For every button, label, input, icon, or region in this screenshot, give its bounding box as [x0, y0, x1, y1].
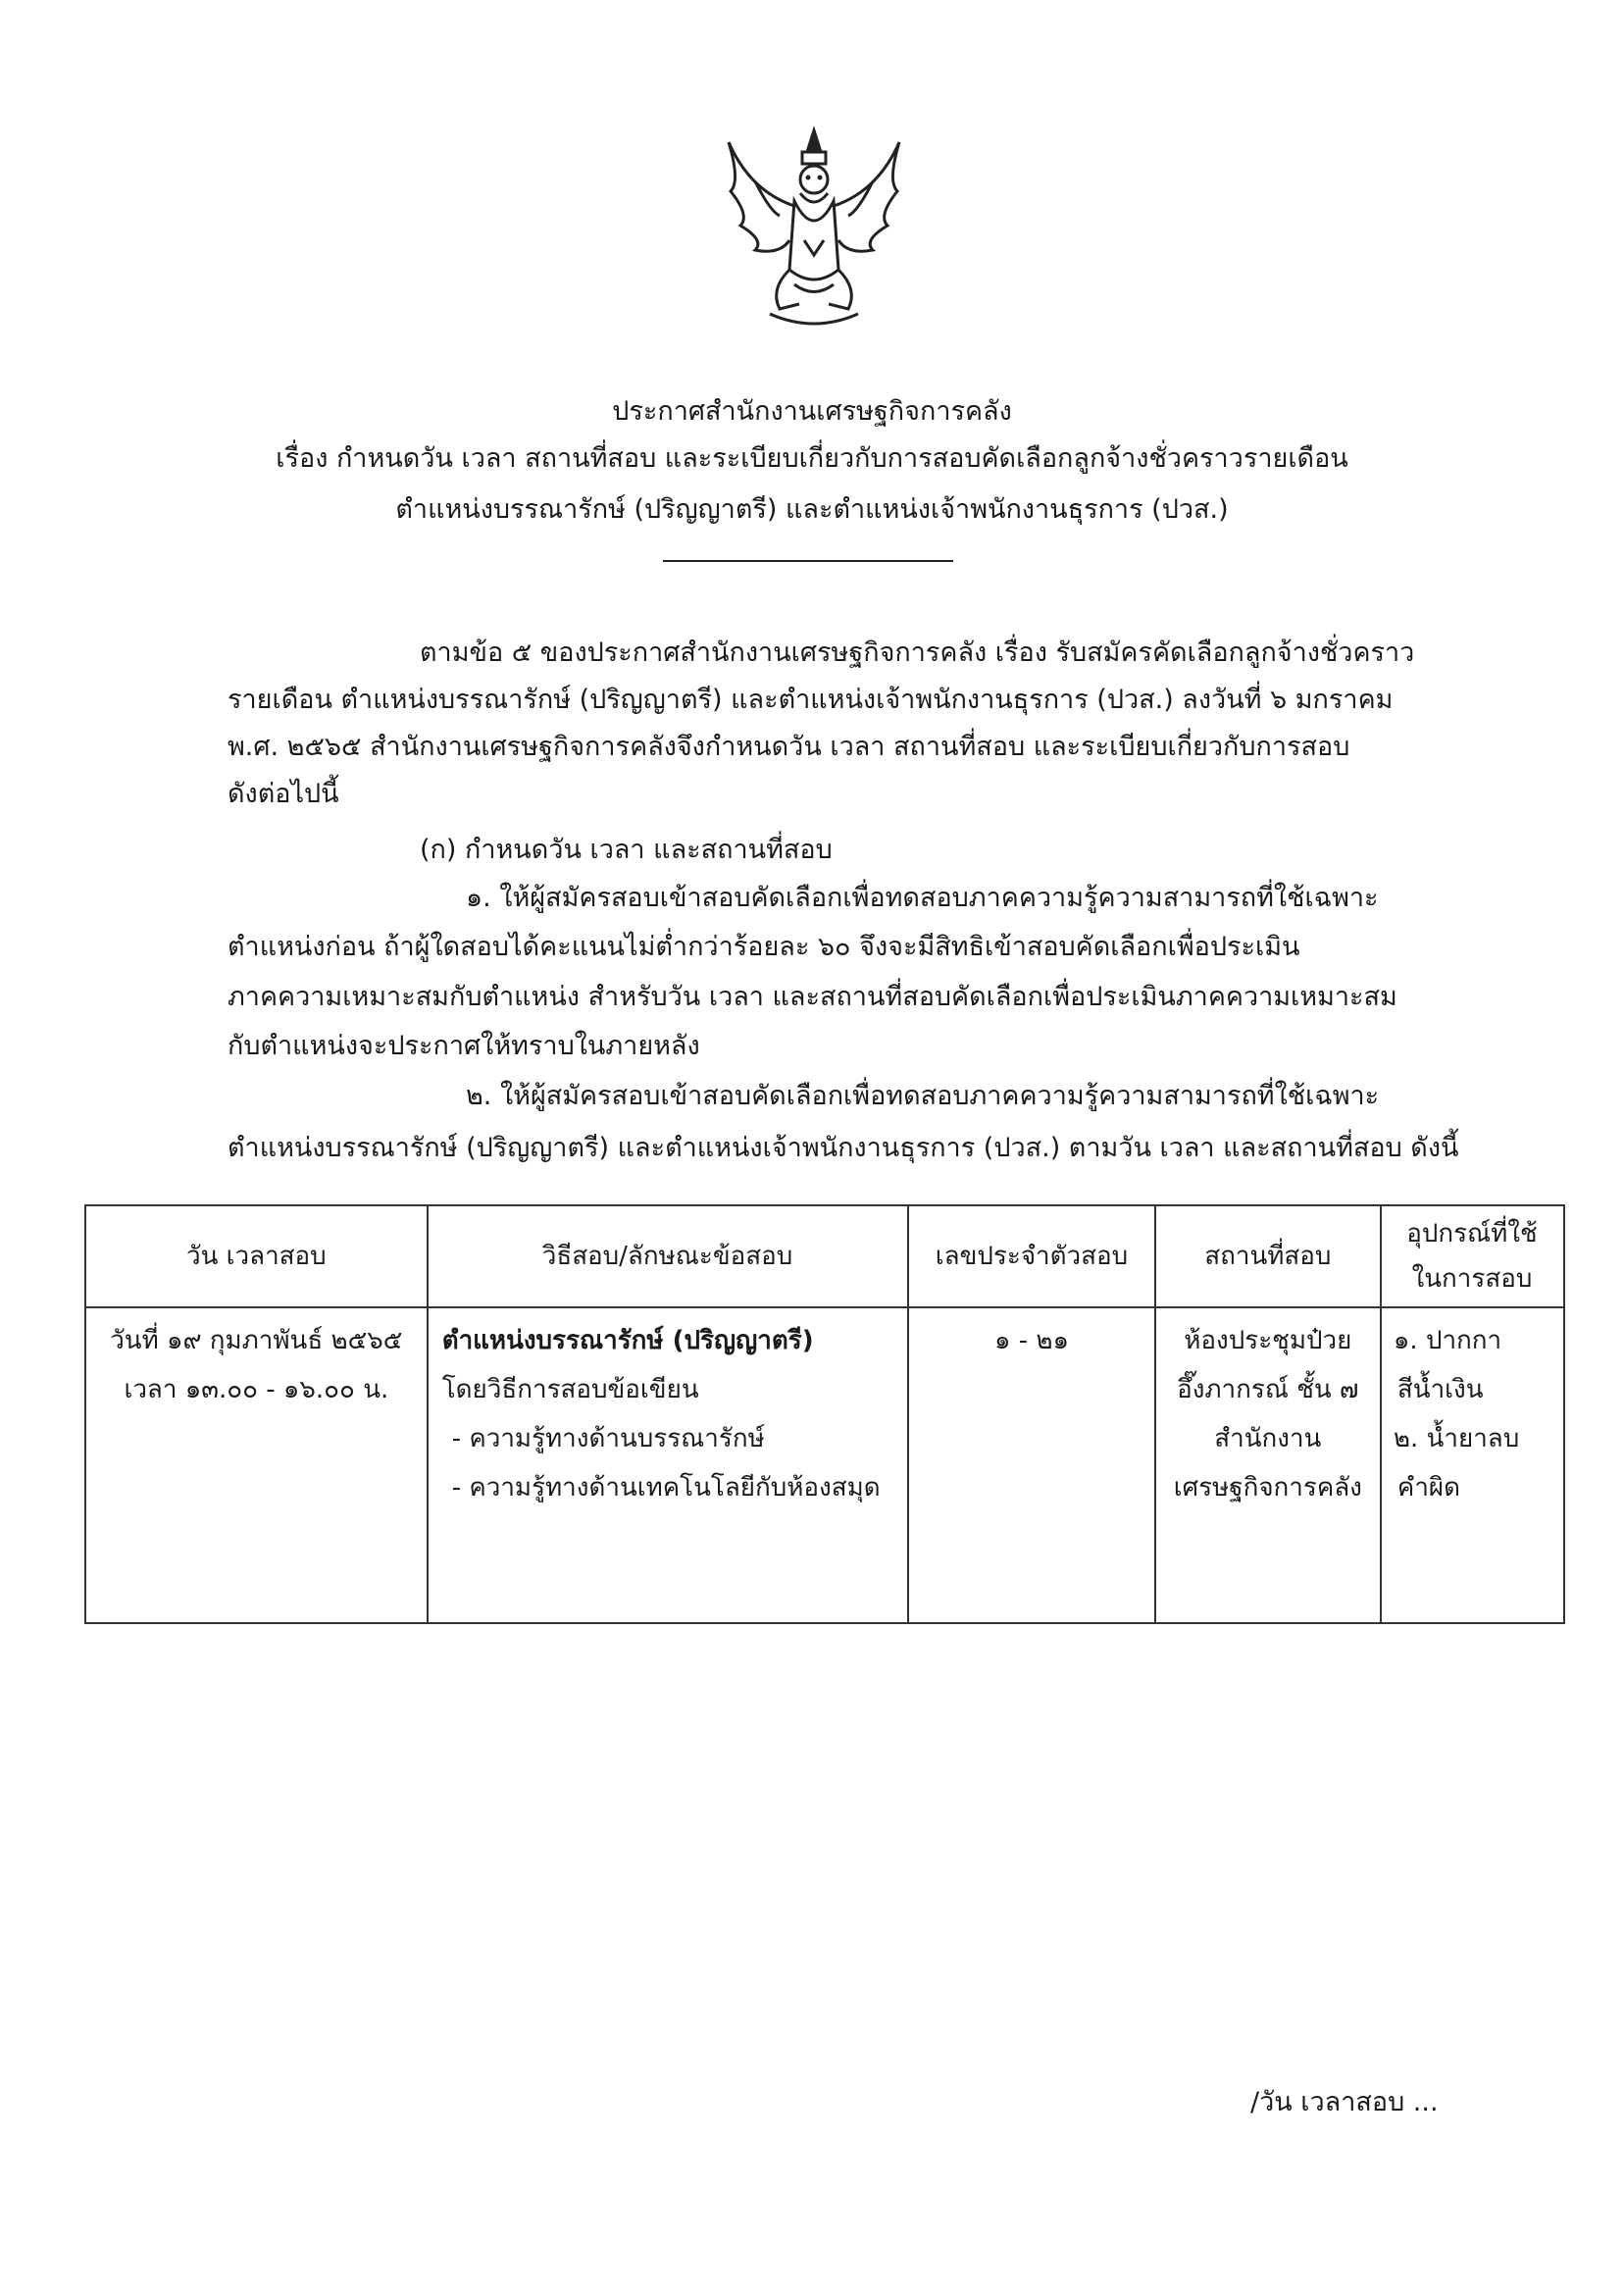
- cell-date-time: [85, 1307, 428, 1623]
- announcement-title: ประกาศสำนักงานเศรษฐกิจการคลัง: [612, 396, 1012, 427]
- header-equipment: [1381, 1205, 1564, 1307]
- cell-exam-id: [908, 1307, 1154, 1623]
- cell-method: [428, 1307, 909, 1623]
- intro-line-3: พ.ศ. ๒๕๖๕ สำนักงานเศรษฐกิจการคลังจึงกำหนดวัน เวลา สถานที่สอบ และระเบียบเกี่ยวกับการสอบ: [228, 732, 1350, 762]
- title-divider: [663, 560, 953, 562]
- announcement-subject-line2: ตำแหน่งบรรณารักษ์ (ปริญญาตรี) และตำแหน่งเจ้าพนักงานธุรการ (ปวส.): [395, 494, 1229, 525]
- cell-venue: [1155, 1307, 1381, 1623]
- header-equipment-line-1: อุปกรณ์ที่ใช้: [1406, 1219, 1538, 1248]
- item2-line-1: ๒. ให้ผู้สมัครสอบเข้าสอบคัดเลือกเพื่อทดสอบภาคความรู้ความสามารถที่ใช้เฉพาะ: [466, 1081, 1380, 1111]
- table-row: [85, 1307, 1564, 1623]
- equipment-line-3: ๒. น้ำยาลบ: [1393, 1424, 1520, 1453]
- exam-topic-2: - ความรู้ทางด้านเทคโนโลยีกับห้องสมุด: [451, 1473, 881, 1503]
- header-equipment-line-2: ในการสอบ: [1411, 1264, 1533, 1294]
- table-header-row: [85, 1205, 1564, 1307]
- item1-line-1: ๑. ให้ผู้สมัครสอบเข้าสอบคัดเลือกเพื่อทดสอบภาคความรู้ความสามารถที่ใช้เฉพาะ: [466, 883, 1379, 913]
- exam-date: วันที่ ๑๙ กุมภาพันธ์ ๒๕๖๕: [110, 1326, 403, 1355]
- equipment-line-2: สีน้ำเงิน: [1396, 1375, 1484, 1404]
- exam-schedule-table: [84, 1204, 1565, 1624]
- item2-line-2: ตำแหน่งบรรณารักษ์ (ปริญญาตรี) และตำแหน่งเจ้าพนักงานธุรการ (ปวส.) ตามวัน เวลา และสถานที่สอบ ดังนี้: [228, 1133, 1459, 1163]
- exam-topic-1: - ความรู้ทางด้านบรรณารักษ์: [451, 1424, 765, 1453]
- header-method: วิธีสอบ/ลักษณะข้อสอบ: [428, 1205, 909, 1307]
- venue-line-1: ห้องประชุมป๋วย: [1184, 1326, 1352, 1355]
- garuda-emblem-icon: [711, 123, 917, 333]
- position-name: ตำแหน่งบรรณารักษ์ (ปริญญาตรี): [441, 1326, 814, 1355]
- exam-id-range: ๑ - ๒๑: [993, 1326, 1069, 1355]
- item1-line-3: ภาคความเหมาะสมกับตำแหน่ง สำหรับวัน เวลา และสถานที่สอบคัดเลือกเพื่อประเมินภาคความเหมาะสม: [228, 982, 1397, 1012]
- venue-line-2: อึ๊งภากรณ์ ชั้น ๗: [1177, 1375, 1359, 1404]
- venue-line-3: สำนักงาน: [1214, 1424, 1322, 1453]
- header-venue: สถานที่สอบ: [1155, 1205, 1381, 1307]
- intro-line-1: ตามข้อ ๕ ของประกาศสำนักงานเศรษฐกิจการคลัง เรื่อง รับสมัครคัดเลือกลูกจ้างชั่วคราว: [420, 637, 1415, 668]
- section-a-heading: (ก) กำหนดวัน เวลา และสถานที่สอบ: [420, 835, 833, 865]
- announcement-subject: เรื่อง กำหนดวัน เวลา สถานที่สอบ และระเบียบเกี่ยวกับการสอบคัดเลือกลูกจ้างชั่วคราวรายเดือน: [276, 443, 1348, 474]
- header-exam-id: เลขประจำตัวสอบ: [908, 1205, 1154, 1307]
- item1-line-4: กับตำแหน่งจะประกาศให้ทราบในภายหลัง: [228, 1031, 700, 1061]
- equipment-line-1: ๑. ปากกา: [1393, 1326, 1502, 1355]
- exam-method: โดยวิธีการสอบข้อเขียน: [441, 1375, 699, 1404]
- venue-line-4: เศรษฐกิจการคลัง: [1173, 1473, 1362, 1503]
- intro-line-4: ดังต่อไปนี้: [228, 779, 339, 809]
- equipment-line-4: คำผิด: [1396, 1473, 1461, 1503]
- item1-line-2: ตำแหน่งก่อน ถ้าผู้ใดสอบได้คะแนนไม่ต่ำกว่าร้อยละ ๖๐ จึงจะมีสิทธิเข้าสอบคัดเลือกเพื่อประเมิน: [228, 932, 1300, 962]
- header-date-time: วัน เวลาสอบ: [85, 1205, 428, 1307]
- exam-time: เวลา ๑๓.๐๐ - ๑๖.๐๐ น.: [124, 1375, 389, 1404]
- intro-line-2: รายเดือน ตำแหน่งบรรณารักษ์ (ปริญญาตรี) และตำแหน่งเจ้าพนักงานธุรการ (ปวส.) ลงวันที่ ๖ มกราคม: [228, 685, 1394, 715]
- cell-equipment: [1381, 1307, 1564, 1623]
- continuation-marker: /วัน เวลาสอบ ...: [1250, 2087, 1439, 2117]
